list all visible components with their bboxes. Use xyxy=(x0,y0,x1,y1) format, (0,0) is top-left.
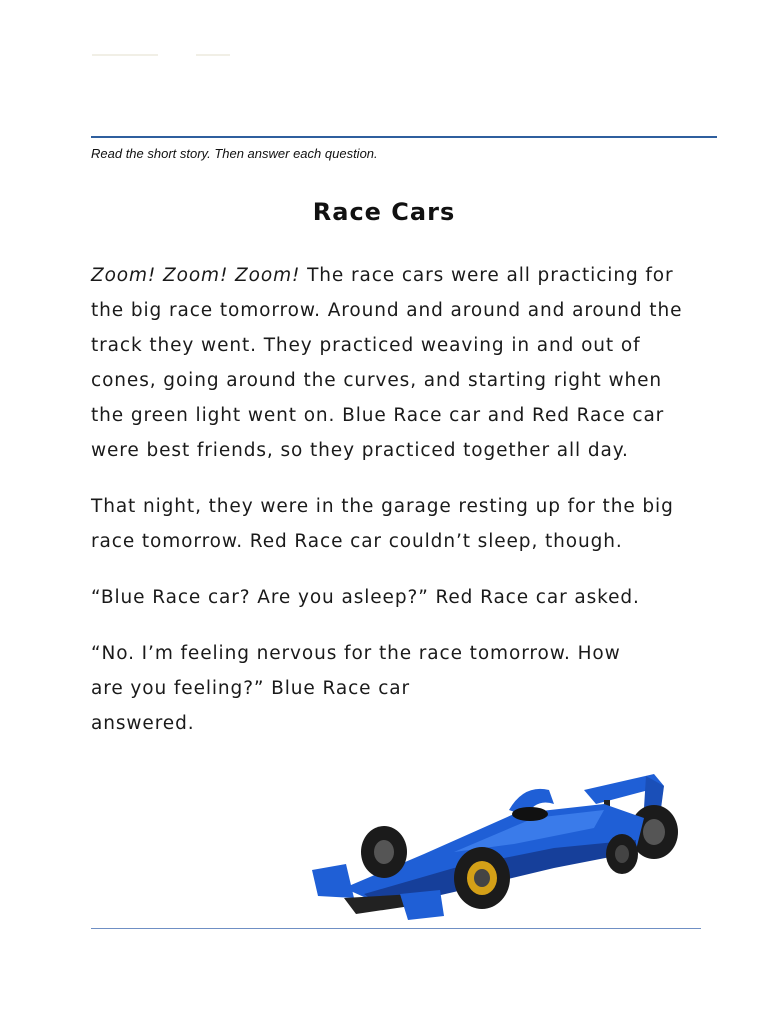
top-divider xyxy=(91,136,717,138)
bottom-divider xyxy=(91,928,701,929)
story-title: Race Cars xyxy=(312,198,456,226)
story-lead-exclamation: Zoom! Zoom! Zoom! xyxy=(91,265,301,286)
story-paragraph-1-text: The race cars were all practicing for the big race tomorrow. Around and around and around the track they went. They practiced weaving in and out of cones, going around the curves, and starting right when the green light went on. Blue Race car and Red Race car were best friends, so they practiced together all day. xyxy=(91,265,683,461)
story-paragraph-4-line-2: are you feeling?” Blue Race car xyxy=(91,678,411,699)
story-paragraph-3: “Blue Race car? Are you asleep?” Red Race car asked. xyxy=(91,587,640,608)
story-body xyxy=(91,258,691,762)
story-paragraph-4 xyxy=(91,636,691,741)
story-paragraph-4-line-3: answered. xyxy=(91,713,195,734)
header-marks xyxy=(92,54,242,58)
story-paragraph-1 xyxy=(91,258,691,468)
race-car-icon xyxy=(304,770,684,930)
story-paragraph-4-line-1: “No. I’m feeling nervous for the race tomorrow. How xyxy=(91,643,621,664)
instructions: Read the short story. Then answer each question. xyxy=(91,146,378,161)
story-paragraph-2: That night, they were in the garage resting up for the big race tomorrow. Red Race car couldn’t sleep, though. xyxy=(91,496,674,552)
